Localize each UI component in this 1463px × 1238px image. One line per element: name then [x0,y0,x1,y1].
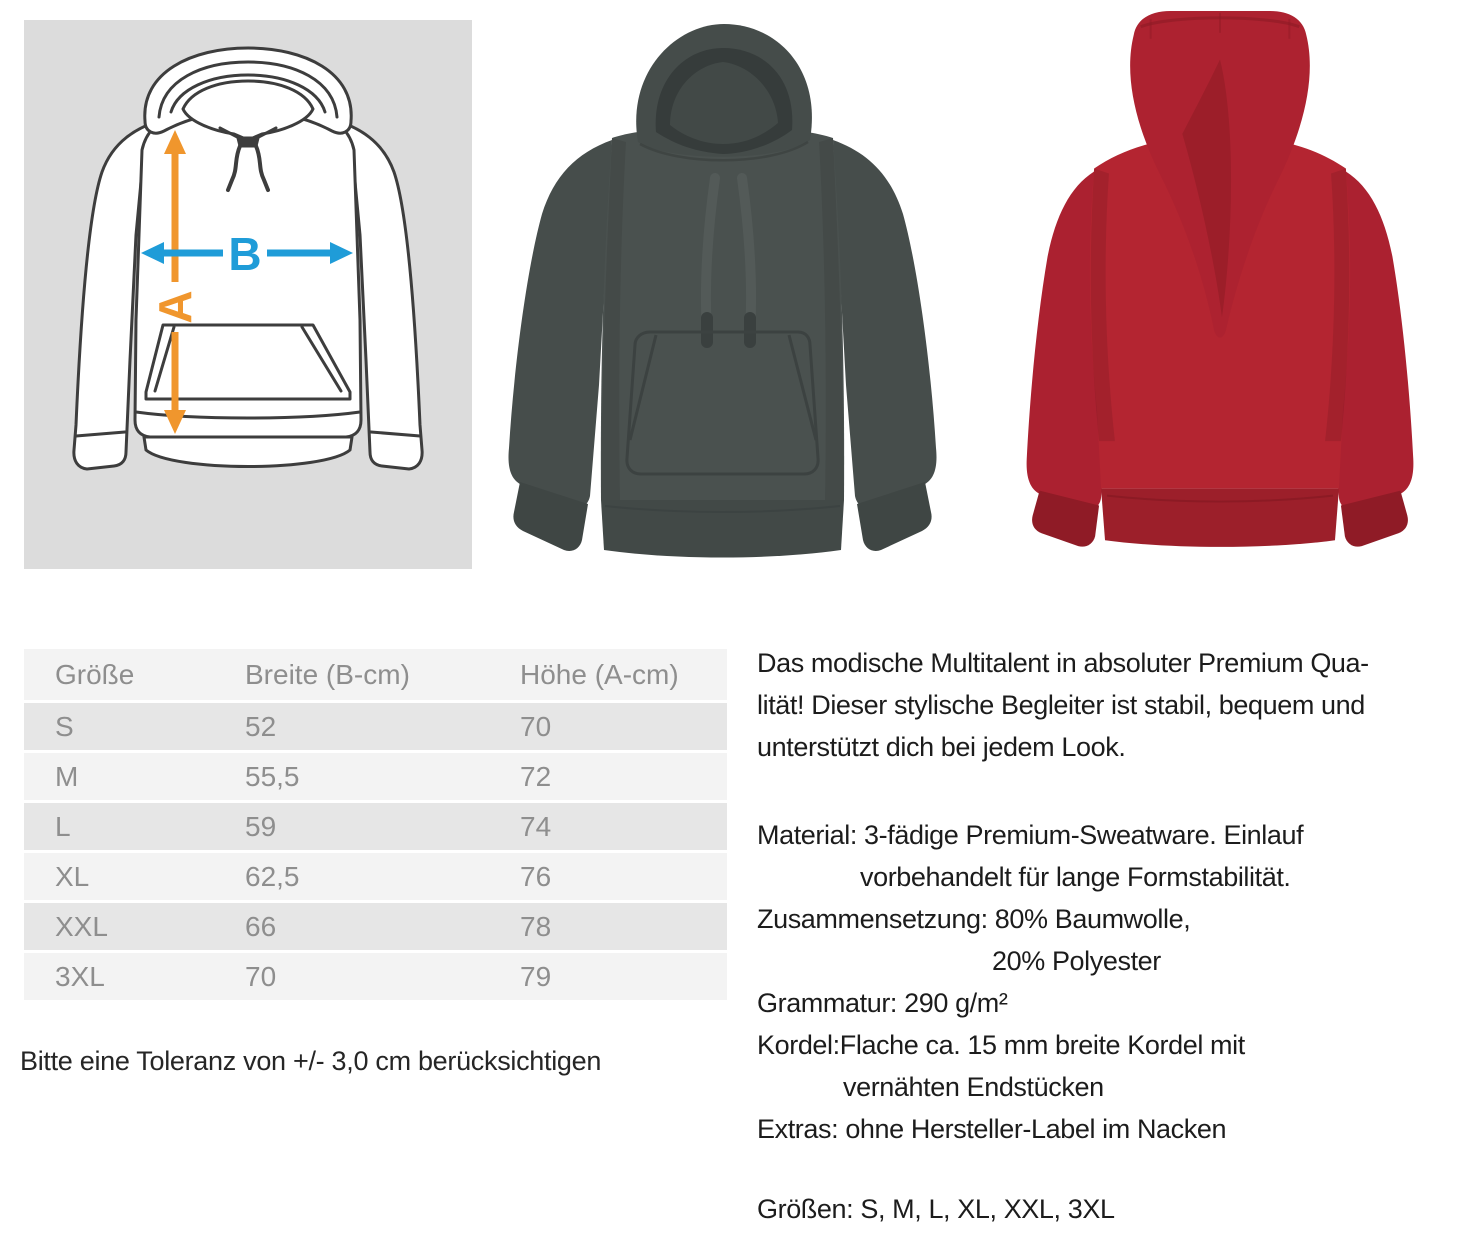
label-a: A [149,290,201,324]
cell-hoehe: 76 [520,860,552,892]
size-table-header [24,649,727,700]
table-row-m [24,753,727,800]
table-row-xxl [24,903,727,950]
cell-hoehe: 78 [520,910,552,942]
hoodie-front-graphic [480,10,965,580]
tolerance-note: Bitte eine Toleranz von +/- 3,0 cm berücksichtigen [20,1046,602,1076]
spec-extras: Extras: ohne Hersteller-Label im Nacken [757,1114,1227,1144]
header-hoehe: Höhe (A-cm) [520,658,679,690]
cell-hoehe: 79 [520,960,552,992]
cell-breite: 55,5 [245,760,300,792]
cell-size: L [55,810,71,842]
cell-size: XXL [55,910,108,942]
hoodie-front-image [480,10,965,580]
spec-zusammensetzung: Zusammensetzung: 80% Baumwolle, [757,904,1191,934]
spec-kordel: Kordel:Flache ca. 15 mm breite Kordel mit [757,1030,1245,1060]
description-line: Das modische Multitalent in absoluter Premium Qua- [757,648,1369,678]
table-row-l [24,803,727,850]
sizes-line: Größen: S, M, L, XL, XXL, 3XL [757,1194,1115,1224]
table-row-s [24,703,727,750]
cell-breite: 52 [245,710,277,742]
cell-hoehe: 70 [520,710,552,742]
cell-breite: 59 [245,810,277,842]
cell-hoehe: 72 [520,760,552,792]
cell-breite: 62,5 [245,860,300,892]
cell-breite: 70 [245,960,277,992]
product-description [757,642,1463,1230]
cell-size: XL [55,860,90,892]
table-row-3xl [24,953,727,1000]
spec-material-cont: vorbehandelt für lange Formstabilität. [860,862,1291,892]
spec-grammatur: Grammatur: 290 g/m² [757,988,1008,1018]
hoodie-back-graphic [985,5,1455,565]
cell-hoehe: 74 [520,810,552,842]
spec-kordel-cont: vernähten Endstücken [843,1072,1104,1102]
diagram-waistband [144,437,352,467]
description-line: lität! Dieser stylische Begleiter ist stabil, bequem und [757,690,1365,720]
size-table [24,649,727,1003]
header-groesse: Größe [55,658,135,690]
header-breite: Breite (B-cm) [245,658,410,690]
hoodie-outline-graphic [24,20,472,569]
cell-breite: 66 [245,910,277,942]
cell-size: S [55,710,74,742]
table-row-xl [24,853,727,900]
label-b: B [228,228,262,280]
cell-size: M [55,760,79,792]
size-diagram-panel [24,20,472,569]
spec-zusammensetzung-cont: 20% Polyester [992,946,1161,976]
description-line: unterstützt dich bei jedem Look. [757,732,1126,762]
spec-material: Material: 3-fädige Premium-Sweatware. Einlauf [757,820,1304,850]
hoodie-back-image [985,5,1455,565]
cell-size: 3XL [55,960,105,992]
